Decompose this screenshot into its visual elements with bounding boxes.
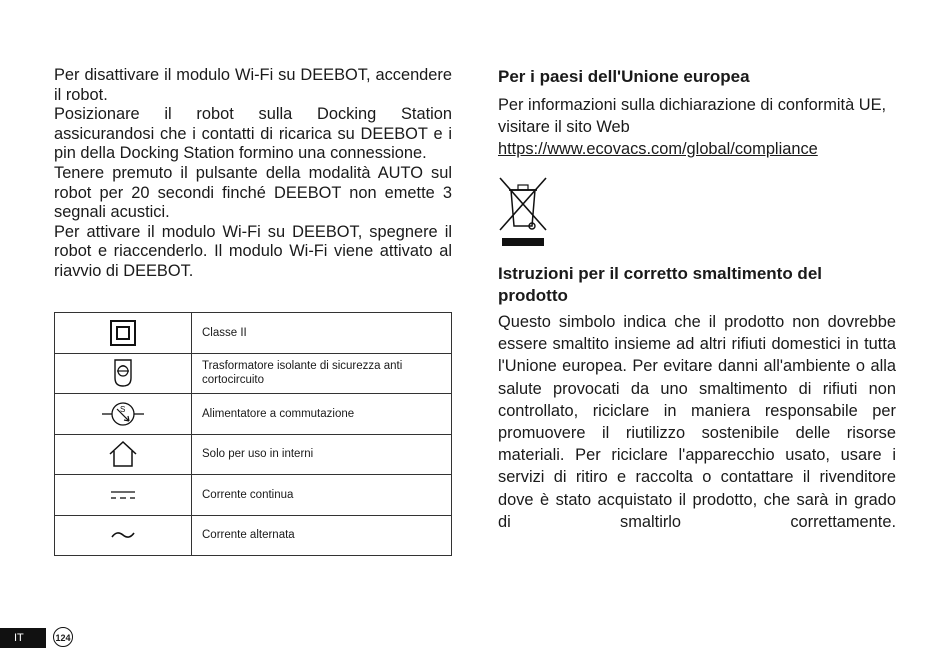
paragraph: Tenere premuto il pulsante della modalità AUTO sul robot per 20 secondi finché DEEBOT non emette 3 segnali acustici. [54, 163, 452, 222]
table-row [55, 394, 452, 435]
safety-transformer-icon [112, 358, 134, 388]
symbol-table [54, 312, 452, 556]
table-row [55, 313, 452, 354]
paragraph: Posizionare il robot sulla Docking Station assicurandosi che i contatti di ricarica su DEEBOT e i pin della Docking Station formino una connessione. [54, 105, 452, 163]
symbol-label: Corrente continua [192, 475, 452, 516]
right-column [498, 66, 896, 533]
weee-title: Istruzioni per il corretto smaltimento del prodotto [498, 264, 822, 305]
alternating-current-icon [111, 529, 135, 541]
weee-text: Questo simbolo indica che il prodotto non dovrebbe essere smaltito insieme ad altri rifiuti domestici in tutta l'Unione europea. Per evitare danni all'ambiente o alla salute provocati da uno smaltimento di rifiuti non controllato, riciclare in maniera responsabile per promuovere il riutilizzo sostenibile delle risorse materiali. Per riciclare l'apparecchio usato, usare i servizi di ritiro e raccolta o contattare il rivenditore dove è stato acquistato il prodotto, che sarà in grado di smaltirlo correttamente. [498, 313, 896, 531]
direct-current-icon [110, 489, 136, 501]
table-row [55, 434, 452, 475]
symbol-label: Trasformatore isolante di sicurezza anti cortocircuito [192, 353, 452, 394]
language-tag: IT [0, 628, 46, 648]
indoor-use-icon [108, 440, 138, 468]
switch-mode-power-supply-icon [100, 398, 146, 430]
class-ii-icon [109, 319, 137, 347]
symbol-label: Classe II [192, 313, 452, 354]
eu-info-text: Per informazioni sulla dichiarazione di conformità UE, visitare il sito Web [498, 96, 887, 136]
symbol-label: Alimentatore a commutazione [192, 394, 452, 435]
paragraph: Per disattivare il modulo Wi-Fi su DEEBOT, accendere il robot. [54, 66, 452, 104]
table-row [55, 515, 452, 556]
symbol-label: Corrente alternata [192, 515, 452, 556]
left-column [54, 66, 452, 282]
paragraph: Per attivare il modulo Wi-Fi su DEEBOT, spegnere il robot e riaccenderlo. Il modulo Wi-Fi viene attivato al riavvio di DEEBOT. [54, 222, 452, 280]
table-row [55, 475, 452, 516]
page-number: 124 [53, 627, 73, 647]
table-row [55, 353, 452, 394]
compliance-link[interactable]: https://www.ecovacs.com/global/compliance [498, 140, 818, 158]
symbol-label: Solo per uso in interni [192, 434, 452, 475]
crossed-out-bin-icon [498, 176, 548, 248]
eu-title: Per i paesi dell'Unione europea [498, 67, 750, 86]
svg-text:S: S [120, 404, 126, 414]
